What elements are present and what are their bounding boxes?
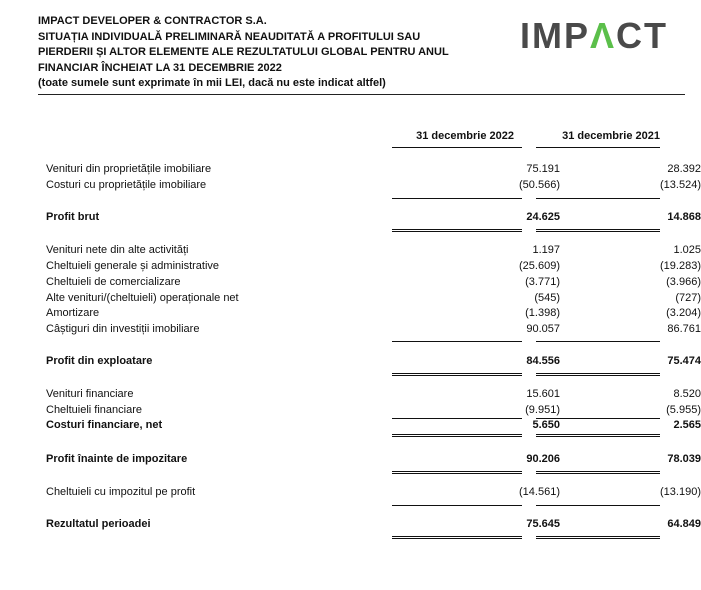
report-title-line-3: FINANCIAR ÎNCHEIAT LA 31 DECEMBRIE 2022 [38, 61, 282, 74]
table-row [46, 244, 701, 258]
table-row [46, 307, 701, 321]
value-2022: (25.609) [519, 260, 560, 272]
value-2021: 1.025 [673, 244, 701, 256]
value-2022: (545) [534, 292, 560, 304]
table-row [46, 486, 701, 500]
table-row [46, 404, 701, 418]
value-2021: (13.524) [660, 179, 701, 191]
row-label: Profit înainte de impozitare [46, 453, 188, 465]
value-2021: (3.966) [666, 276, 701, 288]
value-2022: 24.625 [526, 211, 560, 223]
value-2021: (13.190) [660, 486, 701, 498]
row-label: Amortizare [46, 307, 100, 319]
row-label: Alte venituri/(cheltuieli) operaționale net [46, 292, 239, 304]
row-label: Costuri financiare, net [46, 419, 163, 431]
row-label: Venituri financiare [46, 388, 134, 400]
total-double-line [392, 471, 522, 474]
table-row-total [46, 355, 701, 369]
value-2022: 90.206 [526, 453, 560, 465]
value-2021: 14.868 [667, 211, 701, 223]
report-title-line-2: PIERDERII ȘI ALTOR ELEMENTE ALE REZULTATULUI GLOBAL PENTRU ANUL [38, 46, 449, 58]
column-header-underline [392, 147, 522, 148]
value-2022: (14.561) [519, 486, 560, 498]
row-label: Rezultatul perioadei [46, 518, 151, 530]
table-row [46, 292, 701, 306]
subtotal-line [392, 198, 522, 199]
total-double-line [392, 373, 522, 376]
subtotal-line [536, 198, 660, 199]
row-label: Costuri cu proprietățile imobiliare [46, 179, 207, 191]
value-2021: 28.392 [667, 163, 701, 175]
value-2022: 75.191 [526, 163, 560, 175]
row-label: Cheltuieli generale și administrative [46, 260, 220, 272]
value-2022: (3.771) [525, 276, 560, 288]
value-2021: (5.955) [666, 404, 701, 416]
row-label: Profit din exploatare [46, 355, 153, 367]
value-2021: (19.283) [660, 260, 701, 272]
table-row [46, 179, 701, 193]
value-2022: (50.566) [519, 179, 560, 191]
value-2022: 5.650 [532, 419, 560, 431]
row-label: Câștiguri din investiții imobiliare [46, 323, 200, 335]
column-header-2022: 31 decembrie 2022 [416, 130, 514, 142]
table-row [46, 276, 701, 290]
total-double-line [536, 471, 660, 474]
column-header-2021: 31 decembrie 2021 [562, 130, 660, 142]
row-label: Venituri nete din alte activități [46, 244, 189, 256]
value-2022: (1.398) [525, 307, 560, 319]
value-2022: 90.057 [526, 323, 560, 335]
total-double-line [392, 536, 522, 539]
subtotal-line [392, 341, 522, 342]
value-2021: 8.520 [673, 388, 701, 400]
table-row [46, 260, 701, 274]
table-row-total [46, 419, 701, 433]
row-label: Cheltuieli de comercializare [46, 276, 181, 288]
row-label: Profit brut [46, 211, 100, 223]
value-2021: (3.204) [666, 307, 701, 319]
column-header-underline [536, 147, 660, 148]
table-row [46, 323, 701, 337]
value-2022: (9.951) [525, 404, 560, 416]
table-row [46, 163, 701, 177]
report-title-line-1: SITUAȚIA INDIVIDUALĂ PRELIMINARĂ NEAUDITATĂ A PROFITULUI SAU [38, 30, 421, 43]
value-2021: 2.565 [673, 419, 701, 431]
table-row-total [46, 518, 701, 532]
value-2021: 64.849 [667, 518, 701, 530]
subtotal-line [392, 505, 522, 506]
table-row-total [46, 453, 701, 467]
header-divider [38, 94, 685, 95]
subtotal-line [536, 341, 660, 342]
table-row [46, 388, 701, 402]
row-label: Cheltuieli cu impozitul pe profit [46, 486, 196, 498]
value-2022: 84.556 [526, 355, 560, 367]
report-header [38, 14, 498, 91]
total-double-line [536, 536, 660, 539]
value-2021: 86.761 [667, 323, 701, 335]
value-2021: (727) [675, 292, 701, 304]
value-2022: 75.645 [526, 518, 560, 530]
value-2021: 78.039 [667, 453, 701, 465]
total-double-line [536, 373, 660, 376]
table-row-total [46, 211, 701, 225]
impact-logo: IMPΛCT [520, 15, 669, 56]
total-double-line [392, 434, 522, 437]
value-2022: 15.601 [526, 388, 560, 400]
total-double-line [536, 434, 660, 437]
currency-note: (toate sumele sunt exprimate în mii LEI, dacă nu este indicat altfel) [38, 77, 386, 89]
row-label: Cheltuieli financiare [46, 404, 142, 416]
value-2021: 75.474 [667, 355, 701, 367]
row-label: Venituri din proprietățile imobiliare [46, 163, 212, 175]
value-2022: 1.197 [532, 244, 560, 256]
total-double-line [392, 229, 522, 232]
company-name: IMPACT DEVELOPER & CONTRACTOR S.A. [38, 15, 267, 27]
total-double-line [536, 229, 660, 232]
subtotal-line [536, 505, 660, 506]
